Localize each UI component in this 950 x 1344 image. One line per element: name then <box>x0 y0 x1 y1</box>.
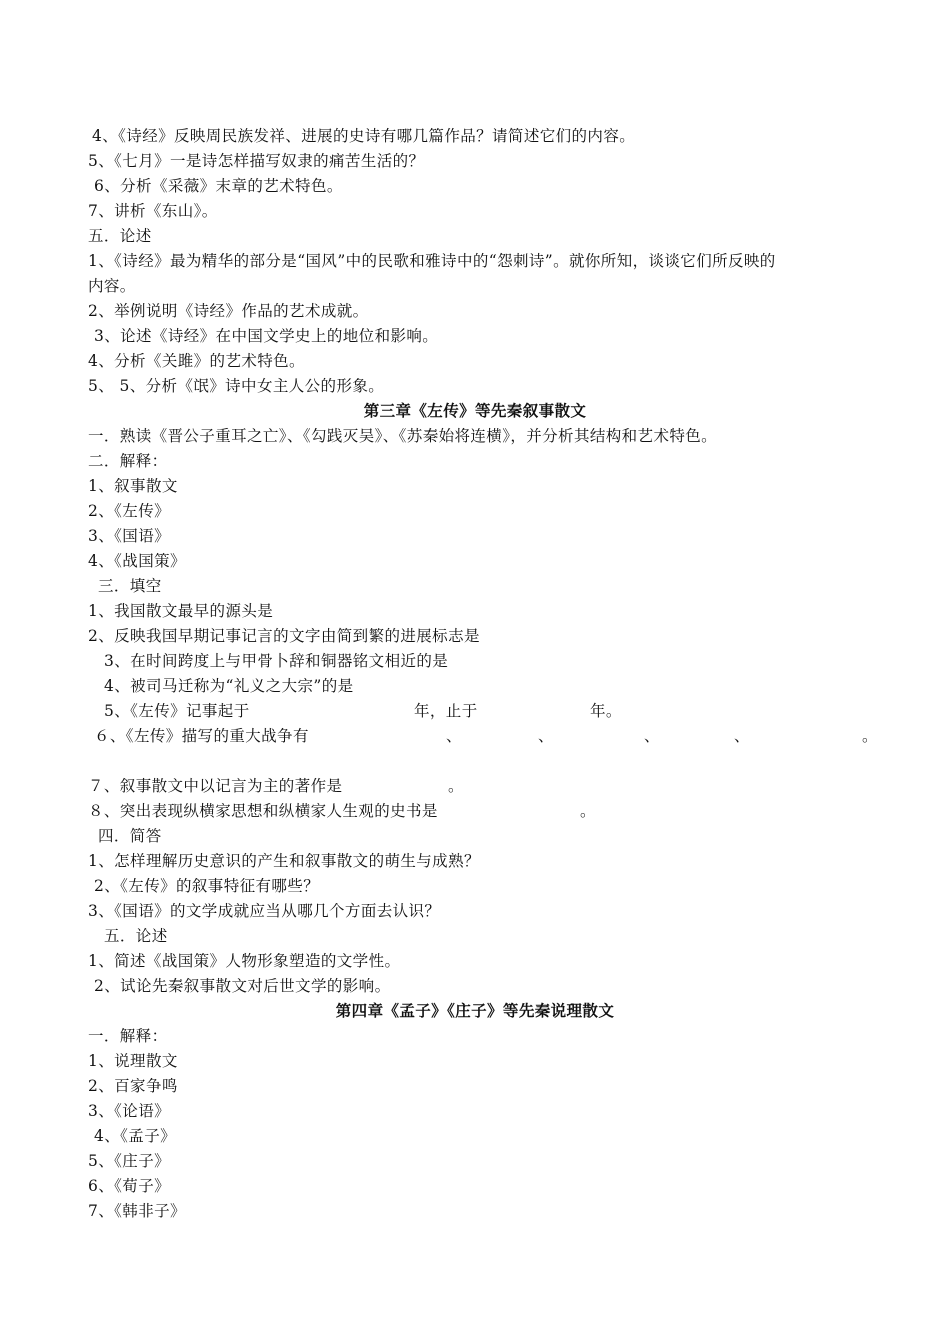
chapter-title: 第四章《孟子》《庄子》等先秦说理散文 <box>335 1001 615 1020</box>
question-line: 2、《左传》的叙事特征有哪些？ <box>94 877 320 895</box>
term-item: 5、《庄子》 <box>88 1152 171 1170</box>
term-item: 1、说理散文 <box>88 1052 178 1070</box>
section-heading: 三．填空 <box>98 577 162 595</box>
item-text: 年。 <box>590 702 622 720</box>
question-line: 7、讲析《东山》。 <box>88 202 218 220</box>
section-heading: 五．论述 <box>88 227 152 245</box>
fill-blank-item: 1、我国散文最早的源头是 <box>88 602 274 620</box>
question-line-continued: 内容。 <box>88 277 136 295</box>
fill-blank-item: 4、被司马迁称为“礼义之大宗”的是 <box>104 677 354 695</box>
section-heading: 一．熟读《晋公子重耳之亡》、《勾践灭吴》、《苏秦始将连横》，并分析其结构和艺术特色。 <box>88 427 718 445</box>
question-line: 4、分析《关雎》的艺术特色。 <box>88 352 305 370</box>
section-heading: 一．解释： <box>88 1027 168 1045</box>
fill-blank-item: 3、在时间跨度上与甲骨卜辞和铜器铭文相近的是 <box>104 652 449 670</box>
section-heading: 二．解释： <box>88 452 168 470</box>
term-item: 3、《论语》 <box>88 1102 171 1120</box>
question-line: 3、论述《诗经》在中国文学史上的地位和影响。 <box>94 327 439 345</box>
term-item: 6、《荀子》 <box>88 1177 171 1195</box>
separator-mark: 、 <box>734 727 750 745</box>
question-line: 4、《诗经》反映周民族发祥、进展的史诗有哪几篇作品？请简述它们的内容。 <box>92 127 636 145</box>
item-text: 年，止于 <box>414 702 478 720</box>
separator-mark: 、 <box>644 727 660 745</box>
section-heading: 五．论述 <box>104 927 168 945</box>
question-line: 2、举例说明《诗经》作品的艺术成就。 <box>88 302 369 320</box>
end-mark: 。 <box>448 777 464 795</box>
question-line: 1、《诗经》最为精华的部分是“国风”中的民歌和雅诗中的“怨刺诗”。就你所知，谈谈它们所反映的 <box>88 252 776 270</box>
fill-blank-item: ７、叙事散文中以记言为主的著作是 <box>88 777 343 795</box>
question-line: 6、分析《采薇》末章的艺术特色。 <box>94 177 343 195</box>
item-text: 5、《左传》记事起于 <box>104 702 250 720</box>
question-line: 5、《七月》一是诗怎样描写奴隶的痛苦生活的？ <box>88 152 425 170</box>
fill-blank-item <box>104 701 250 721</box>
term-item: 3、《国语》 <box>88 527 171 545</box>
question-line: 5、 5、分析《氓》诗中女主人公的形象。 <box>88 377 385 395</box>
term-item: 4、《战国策》 <box>88 552 186 570</box>
separator-mark: 、 <box>446 727 462 745</box>
fill-blank-item: 2、反映我国早期记事记言的文字由简到繁的进展标志是 <box>88 627 480 645</box>
term-item: 1、叙事散文 <box>88 477 178 495</box>
separator-mark: 、 <box>538 727 554 745</box>
fill-blank-item: ６、《左传》描写的重大战争有 <box>94 727 309 745</box>
question-line: 1、怎样理解历史意识的产生和叙事散文的萌生与成熟？ <box>88 852 480 870</box>
chapter-title: 第三章《左传》等先秦叙事散文 <box>363 401 587 420</box>
term-item: 2、《左传》 <box>88 502 171 520</box>
term-item: 4、《孟子》 <box>94 1127 177 1145</box>
section-heading: 四．简答 <box>98 827 162 845</box>
end-mark: 。 <box>862 727 878 745</box>
term-item: 7、《韩非子》 <box>88 1202 186 1220</box>
term-item: 2、百家争鸣 <box>88 1077 178 1095</box>
end-mark: 。 <box>580 802 596 820</box>
question-line: 3、《国语》的文学成就应当从哪几个方面去认识？ <box>88 902 441 920</box>
fill-blank-item: ８、突出表现纵横家思想和纵横家人生观的史书是 <box>88 802 438 820</box>
question-line: 2、试论先秦叙事散文对后世文学的影响。 <box>94 977 391 995</box>
question-line: 1、简述《战国策》人物形象塑造的文学性。 <box>88 952 401 970</box>
